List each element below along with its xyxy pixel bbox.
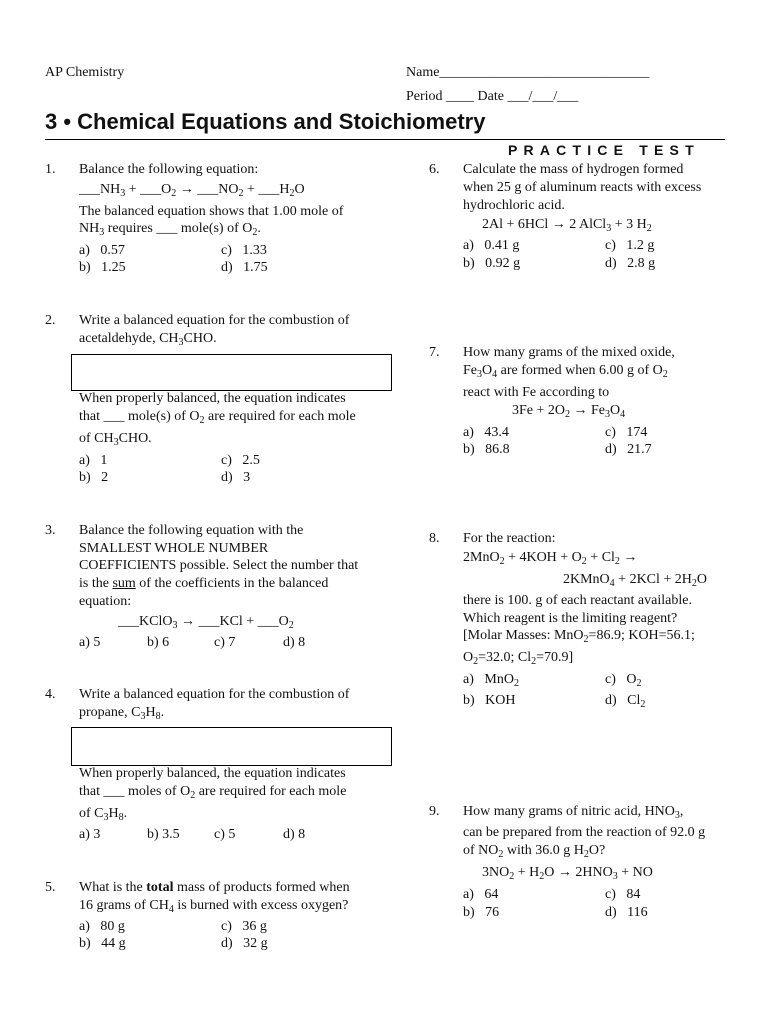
q7-option-b: b) 86.8 [463, 442, 510, 457]
q1-option-d: d) 1.75 [221, 260, 268, 275]
q8-number: 8. [429, 531, 440, 546]
q4-text: Write a balanced equation for the combustion of [79, 687, 350, 702]
q1-option-b: b) 1.25 [79, 260, 126, 275]
q6-equation: 2Al + 6HCl → 2 AlCl$_3$ + 3 $H_2$ [482, 217, 652, 234]
q8-option-d: d) $Cl_2$ [605, 693, 646, 710]
q4-text-3: When properly balanced, the equation indicates [79, 766, 346, 781]
q9-equation: $3NO_2 + H_2O \to 2HNO_3$ + NO [482, 865, 653, 882]
q8-text-2: there is 100. g of each reactant available. [463, 593, 692, 608]
name-field: Name______________________________ [406, 65, 650, 80]
q4-number: 4. [45, 687, 56, 702]
q2-option-d: d) 3 [221, 470, 251, 485]
q3-text-3: COEFFICIENTS possible. Select the number that [79, 558, 359, 573]
q1-option-c: c) 1.33 [221, 243, 267, 258]
q5-option-d: d) 32 g [221, 936, 268, 951]
q1-option-a: a) 0.57 [79, 243, 125, 258]
q8-text-4: [Molar Masses: MnO$_2$=86.9; KOH=56.1; [463, 628, 695, 645]
q5-number: 5. [45, 880, 56, 895]
q5-option-a: a) 80 g [79, 919, 125, 934]
q2-number: 2. [45, 313, 56, 328]
q1-number: 1. [45, 162, 56, 177]
q9-option-c: c) 84 [605, 887, 641, 902]
q4-option-d: d) 8 [283, 827, 306, 842]
q6-option-b: b) 0.92 g [463, 256, 521, 271]
q4-answer-box[interactable] [71, 727, 392, 766]
q2-text-5: of $CH_3CHO$. [79, 431, 152, 448]
q2-text-3: When properly balanced, the equation indicates [79, 391, 346, 406]
q4-text-5: of $C_3H_8$. [79, 806, 128, 823]
q2-option-b: b) 2 [79, 470, 109, 485]
q8-text: For the reaction: [463, 531, 556, 546]
q6-text-2: when 25 g of aluminum reacts with excess [463, 180, 702, 195]
q4-text-2: propane, $C_3H_8$. [79, 705, 165, 722]
q3-equation: ___KClO$_3$ → ___KCl + $\_\_\_O_2$ [118, 614, 294, 631]
q5-text: What is the total mass of products formed when [79, 880, 350, 895]
q2-text: Write a balanced equation for the combustion of [79, 313, 350, 328]
q7-text: How many grams of the mixed oxide, [463, 345, 675, 360]
q9-option-d: d) 116 [605, 905, 648, 920]
q1-text-3: $NH_3$ requires ___ mole(s) of $O_2$. [79, 221, 261, 238]
q4-option-b: b) 3.5 [147, 827, 180, 842]
q7-equation: $3Fe + 2O_2 \to Fe_3O_4$ [512, 403, 626, 420]
q3-option-b: b) 6 [147, 635, 170, 650]
q4-option-a: a) 3 [79, 827, 101, 842]
q8-option-a: a) MnO$_2$ [463, 672, 519, 689]
q6-text: Calculate the mass of hydrogen formed [463, 162, 684, 177]
q6-text-3: hydrochloric acid. [463, 198, 565, 213]
q3-number: 3. [45, 523, 56, 538]
q3-text-2: SMALLEST WHOLE NUMBER [79, 541, 269, 556]
q2-answer-box[interactable] [71, 354, 392, 391]
q3-text-4: is the sum of the coefficients in the balanced [79, 576, 329, 591]
q7-number: 7. [429, 345, 440, 360]
q8-equation-1: $2MnO_2 + 4KOH + O_2 + Cl_2$ → [463, 550, 638, 567]
q2-option-c: c) 2.5 [221, 453, 260, 468]
q8-equation-2: 2KMnO$_4$ + $2KCl + 2H_2O$ [563, 572, 708, 589]
q1-equation: $\_\_\_NH_3$ + $\_\_\_O_2$ → $\_\_\_NO_2$ + $\_\_\_H_2O$ [79, 182, 305, 199]
q9-option-a: a) 64 [463, 887, 499, 902]
q7-option-d: d) 21.7 [605, 442, 652, 457]
q3-option-c: c) 7 [214, 635, 236, 650]
q4-option-c: c) 5 [214, 827, 236, 842]
q7-option-c: c) 174 [605, 425, 648, 440]
q3-option-d: d) 8 [283, 635, 306, 650]
period-date-field: Period ____ Date ___/___/___ [406, 89, 579, 104]
q1-text-2: The balanced equation shows that 1.00 mole of [79, 204, 344, 219]
q2-text-2: acetaldehyde, $CH_3CHO$. [79, 331, 217, 348]
q9-text-2: can be prepared from the reaction of 92.0 g [463, 825, 706, 840]
page-title: 3 • Chemical Equations and Stoichiometry [45, 109, 486, 134]
q4-text-4: that ___ moles of $O_2$ are required for each mole [79, 784, 347, 801]
q9-number: 9. [429, 804, 440, 819]
q8-option-c: c) $O_2$ [605, 672, 642, 689]
q9-text: How many grams of nitric acid, $HNO_3$, [463, 804, 684, 821]
q6-option-a: a) 0.41 g [463, 238, 520, 253]
q3-text: Balance the following equation with the [79, 523, 304, 538]
q3-text-5: equation: [79, 594, 132, 609]
q3-option-a: a) 5 [79, 635, 101, 650]
q8-text-5: $O_2=32.0$; $Cl_2=70.9$] [463, 650, 574, 667]
q6-number: 6. [429, 162, 440, 177]
q9-text-3: of $NO_2$ with 36.0 g $H_2O$? [463, 843, 606, 860]
q9-option-b: b) 76 [463, 905, 500, 920]
q2-text-4: that ___ mole(s) of $O_2$ are required for each mole [79, 409, 356, 426]
practice-test-label: PRACTICE TEST [508, 142, 700, 158]
title-rule [45, 139, 725, 140]
q7-option-a: a) 43.4 [463, 425, 509, 440]
q5-option-c: c) 36 g [221, 919, 267, 934]
q2-option-a: a) 1 [79, 453, 108, 468]
q1-text: Balance the following equation: [79, 162, 259, 177]
course-name: AP Chemistry [45, 65, 125, 80]
q8-text-3: Which reagent is the limiting reagent? [463, 611, 678, 626]
q6-option-c: c) 1.2 g [605, 238, 655, 253]
q7-text-2: $Fe_3O_4$ are formed when 6.00 g of $O_2$ [463, 363, 668, 380]
q5-text-2: 16 grams of $CH_4$ is burned with excess oxygen? [79, 898, 349, 915]
q5-option-b: b) 44 g [79, 936, 126, 951]
q8-option-b: b) KOH [463, 693, 516, 708]
q6-option-d: d) 2.8 g [605, 256, 656, 271]
q7-text-3: react with Fe according to [463, 385, 610, 400]
